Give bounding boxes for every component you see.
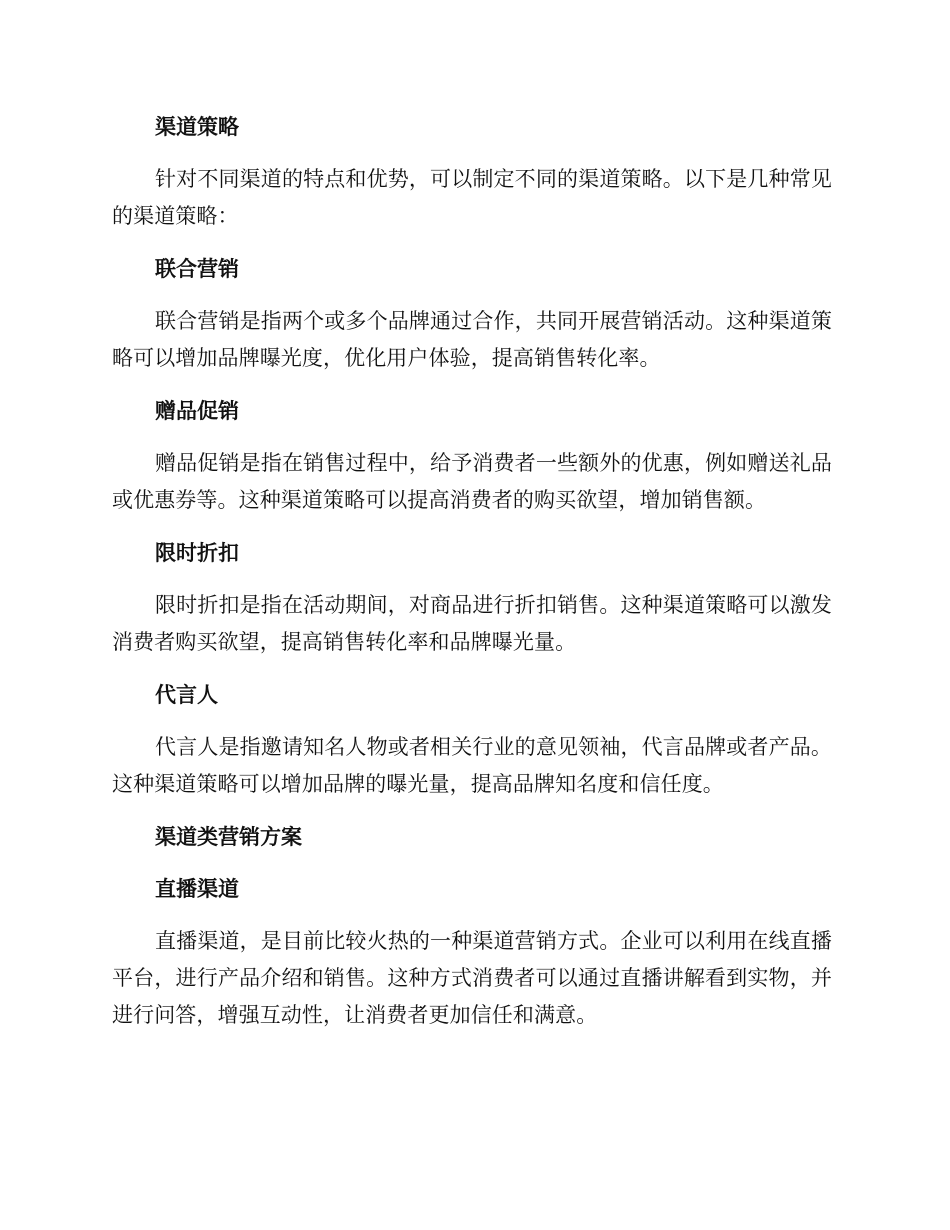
section-heading-live-streaming: 直播渠道 <box>155 877 239 901</box>
section-heading-gift-promotion: 赠品促销 <box>155 399 239 423</box>
section-heading-channel-marketing-plan: 渠道类营销方案 <box>155 825 302 849</box>
paragraph-gift-promotion: 赠品促销是指在销售过程中，给予消费者一些额外的优惠，例如赠送礼品或优惠券等。这种渠道策略可以提高消费者的购买欲望，增加销售额。 <box>112 451 832 512</box>
section-heading-limited-discount: 限时折扣 <box>155 541 239 565</box>
section-heading-spokesperson: 代言人 <box>155 683 218 707</box>
section-heading-joint-marketing: 联合营销 <box>155 257 239 281</box>
paragraph-channel-strategy-intro: 针对不同渠道的特点和优势，可以制定不同的渠道策略。以下是几种常见的渠道策略： <box>112 167 832 228</box>
document-body <box>112 109 832 1050</box>
section-heading-channel-strategy: 渠道策略 <box>155 115 239 139</box>
paragraph-limited-discount: 限时折扣是指在活动期间，对商品进行折扣销售。这种渠道策略可以激发消费者购买欲望，提高销售转化率和品牌曝光量。 <box>112 593 832 654</box>
paragraph-live-streaming: 直播渠道，是目前比较火热的一种渠道营销方式。企业可以利用在线直播平台，进行产品介绍和销售。这种方式消费者可以通过直播讲解看到实物，并进行问答，增强互动性，让消费者更加信任和满意。 <box>112 929 832 1027</box>
paragraph-joint-marketing: 联合营销是指两个或多个品牌通过合作，共同开展营销活动。这种渠道策略可以增加品牌曝光度，优化用户体验，提高销售转化率。 <box>112 309 832 370</box>
paragraph-spokesperson: 代言人是指邀请知名人物或者相关行业的意见领袖，代言品牌或者产品。这种渠道策略可以增加品牌的曝光量，提高品牌知名度和信任度。 <box>112 735 832 796</box>
